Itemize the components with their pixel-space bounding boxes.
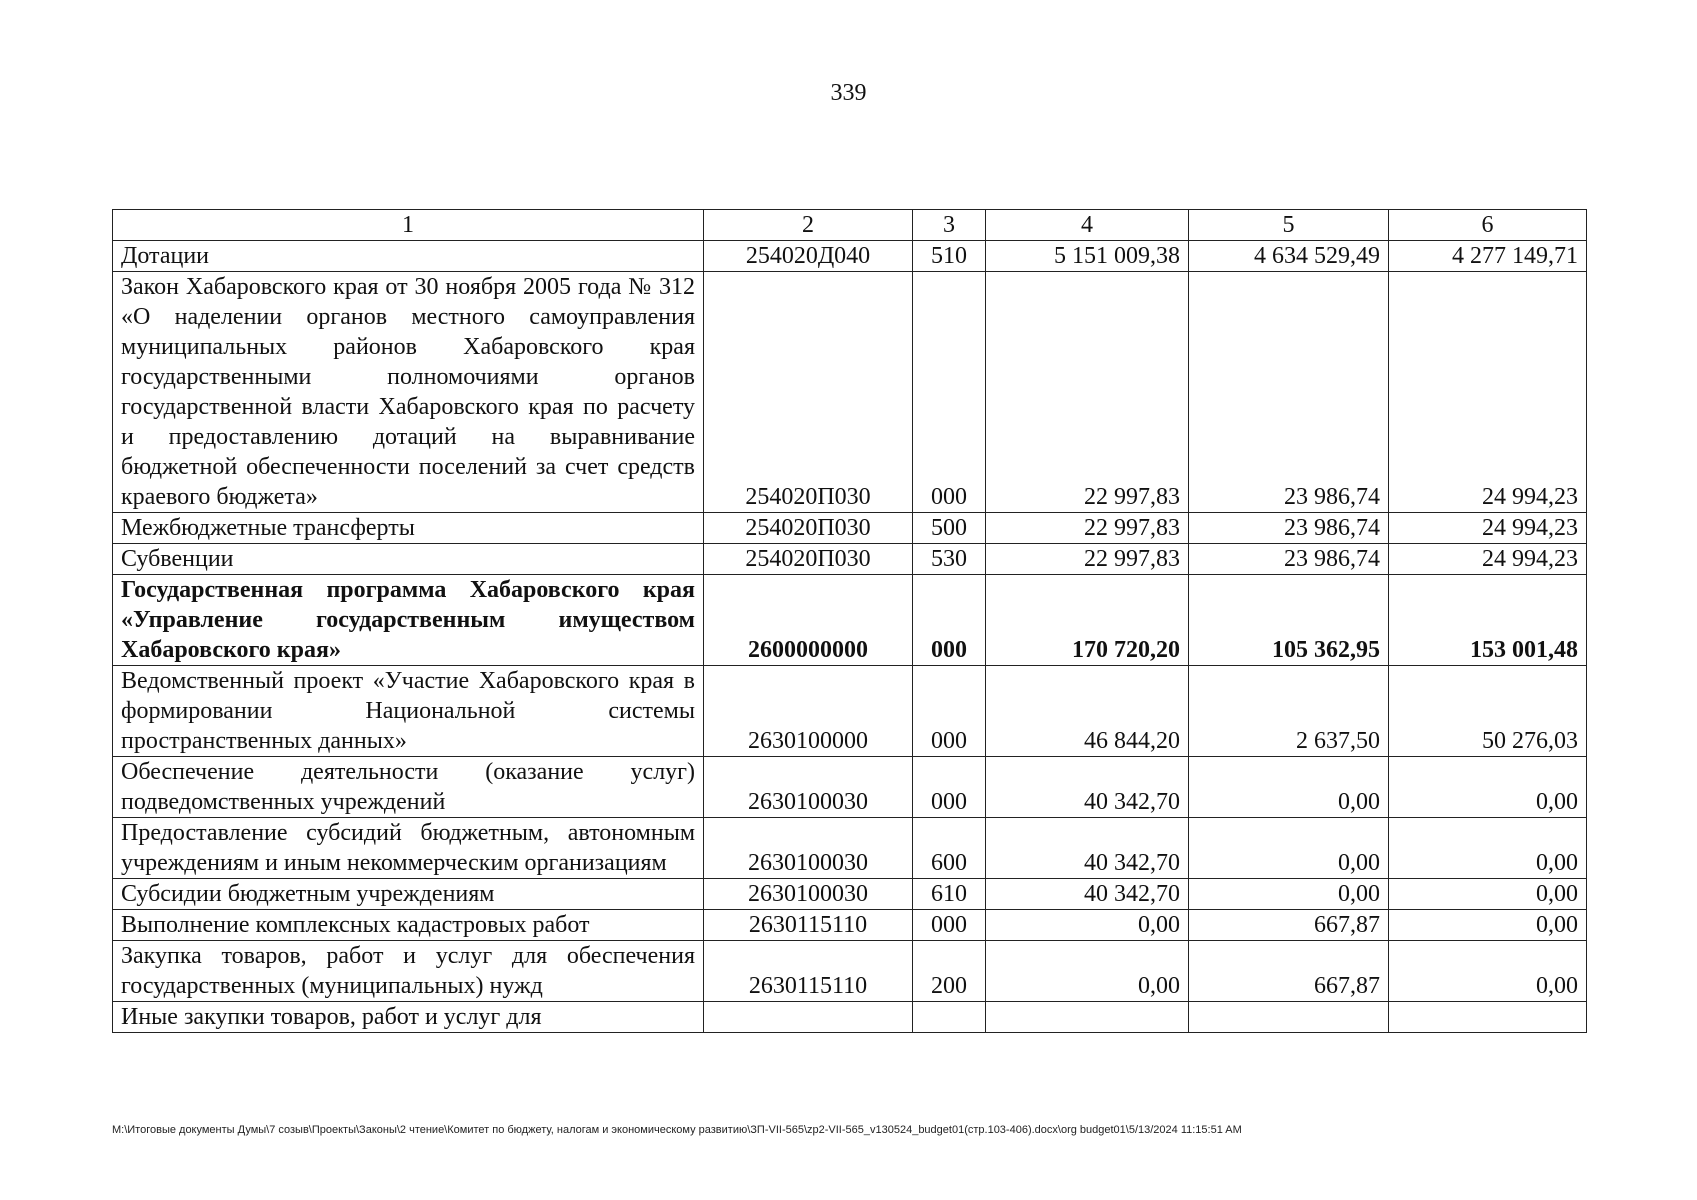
row-value-2025-cell: 23 986,74 bbox=[1189, 544, 1389, 575]
table-row bbox=[113, 879, 1587, 910]
table-row bbox=[113, 575, 1587, 666]
table-row bbox=[113, 941, 1587, 1002]
header-cell-3: 3 bbox=[913, 210, 986, 241]
table-row bbox=[113, 1002, 1587, 1033]
row-value-2025-cell: 2 637,50 bbox=[1189, 666, 1389, 757]
table-body bbox=[113, 210, 1587, 1033]
row-value-2025-cell: 667,87 bbox=[1189, 941, 1389, 1002]
row-value-2024-cell: 46 844,20 bbox=[986, 666, 1189, 757]
row-value-2026-cell: 4 277 149,71 bbox=[1389, 241, 1587, 272]
row-code-cell: 2630115110 bbox=[704, 941, 913, 1002]
header-cell-2: 2 bbox=[704, 210, 913, 241]
row-type-cell: 200 bbox=[913, 941, 986, 1002]
row-type-cell: 000 bbox=[913, 757, 986, 818]
row-value-2024-cell: 22 997,83 bbox=[986, 272, 1189, 513]
row-value-2024-cell: 0,00 bbox=[986, 910, 1189, 941]
table-row bbox=[113, 272, 1587, 513]
row-code-cell: 2630100030 bbox=[704, 879, 913, 910]
row-name-cell: Дотации bbox=[113, 241, 704, 272]
row-value-2025-cell bbox=[1189, 1002, 1389, 1033]
table-row bbox=[113, 910, 1587, 941]
row-code-cell: 2630100030 bbox=[704, 818, 913, 879]
row-code-cell: 254020П030 bbox=[704, 513, 913, 544]
row-type-cell: 600 bbox=[913, 818, 986, 879]
row-value-2025-cell: 105 362,95 bbox=[1189, 575, 1389, 666]
header-cell-5: 5 bbox=[1189, 210, 1389, 241]
table-header-row bbox=[113, 210, 1587, 241]
row-value-2026-cell: 24 994,23 bbox=[1389, 513, 1587, 544]
row-value-2024-cell: 170 720,20 bbox=[986, 575, 1189, 666]
row-value-2026-cell: 153 001,48 bbox=[1389, 575, 1587, 666]
table-row bbox=[113, 757, 1587, 818]
header-cell-4: 4 bbox=[986, 210, 1189, 241]
row-value-2026-cell: 0,00 bbox=[1389, 757, 1587, 818]
row-type-cell bbox=[913, 1002, 986, 1033]
row-code-cell: 254020П030 bbox=[704, 544, 913, 575]
row-name-cell: Обеспечение деятельности (оказание услуг) подведомственных учреждений bbox=[113, 757, 704, 818]
row-type-cell: 610 bbox=[913, 879, 986, 910]
row-value-2025-cell: 667,87 bbox=[1189, 910, 1389, 941]
row-name-cell: Иные закупки товаров, работ и услуг для bbox=[113, 1002, 704, 1033]
row-value-2026-cell: 0,00 bbox=[1389, 910, 1587, 941]
row-value-2025-cell: 23 986,74 bbox=[1189, 272, 1389, 513]
row-type-cell: 000 bbox=[913, 666, 986, 757]
row-type-cell: 000 bbox=[913, 910, 986, 941]
row-value-2026-cell: 0,00 bbox=[1389, 818, 1587, 879]
row-code-cell: 2600000000 bbox=[704, 575, 913, 666]
table-row bbox=[113, 241, 1587, 272]
row-value-2026-cell: 0,00 bbox=[1389, 941, 1587, 1002]
row-value-2024-cell: 22 997,83 bbox=[986, 544, 1189, 575]
row-type-cell: 000 bbox=[913, 272, 986, 513]
row-value-2024-cell bbox=[986, 1002, 1189, 1033]
row-value-2026-cell: 24 994,23 bbox=[1389, 272, 1587, 513]
row-name-cell: Субвенции bbox=[113, 544, 704, 575]
row-value-2024-cell: 40 342,70 bbox=[986, 879, 1189, 910]
row-code-cell bbox=[704, 1002, 913, 1033]
row-code-cell: 2630100000 bbox=[704, 666, 913, 757]
row-name-cell: Государственная программа Хабаровского края «Управление государственным имуществом Хабаровского края» bbox=[113, 575, 704, 666]
row-value-2024-cell: 0,00 bbox=[986, 941, 1189, 1002]
row-value-2024-cell: 5 151 009,38 bbox=[986, 241, 1189, 272]
document-file-path: M:\Итоговые документы Думы\7 созыв\Проекты\Законы\2 чтение\Комитет по бюджету, налогам и экономическому развитию\ЗП-VII-565\zp2-VII-565_v130524_budget01(стр.103-406).docx\org budget01\5/13/2024 11:15:51 AM bbox=[112, 1124, 1242, 1136]
row-type-cell: 530 bbox=[913, 544, 986, 575]
header-cell-6: 6 bbox=[1389, 210, 1587, 241]
row-name-cell: Предоставление субсидий бюджетным, автономным учреждениям и иным некоммерческим организациям bbox=[113, 818, 704, 879]
row-code-cell: 254020Д040 bbox=[704, 241, 913, 272]
row-value-2025-cell: 0,00 bbox=[1189, 818, 1389, 879]
row-value-2025-cell: 0,00 bbox=[1189, 879, 1389, 910]
row-code-cell: 2630100030 bbox=[704, 757, 913, 818]
row-value-2026-cell bbox=[1389, 1002, 1587, 1033]
table-row bbox=[113, 544, 1587, 575]
row-type-cell: 000 bbox=[913, 575, 986, 666]
table-row bbox=[113, 818, 1587, 879]
row-name-cell: Выполнение комплексных кадастровых работ bbox=[113, 910, 704, 941]
page-number: 339 bbox=[830, 80, 867, 106]
row-value-2026-cell: 24 994,23 bbox=[1389, 544, 1587, 575]
row-value-2025-cell: 4 634 529,49 bbox=[1189, 241, 1389, 272]
row-name-cell: Субсидии бюджетным учреждениям bbox=[113, 879, 704, 910]
row-name-cell: Закупка товаров, работ и услуг для обеспечения государственных (муниципальных) нужд bbox=[113, 941, 704, 1002]
row-type-cell: 510 bbox=[913, 241, 986, 272]
row-code-cell: 254020П030 bbox=[704, 272, 913, 513]
row-value-2026-cell: 50 276,03 bbox=[1389, 666, 1587, 757]
header-cell-1: 1 bbox=[113, 210, 704, 241]
table-row bbox=[113, 513, 1587, 544]
row-value-2024-cell: 40 342,70 bbox=[986, 818, 1189, 879]
row-name-cell: Межбюджетные трансферты bbox=[113, 513, 704, 544]
row-name-cell: Закон Хабаровского края от 30 ноября 2005 года № 312 «О наделении органов местного самоуправления муниципальных районов Хабаровского края государственными полномочиями органов государственной власти Хабаровского края по расчету и предоставлению дотаций на выравнивание бюджетной обеспеченности поселений за счет средств краевого бюджета» bbox=[113, 272, 704, 513]
row-name-cell: Ведомственный проект «Участие Хабаровского края в формировании Национальной системы пространственных данных» bbox=[113, 666, 704, 757]
table-row bbox=[113, 666, 1587, 757]
budget-table bbox=[112, 209, 1587, 1033]
row-value-2026-cell: 0,00 bbox=[1389, 879, 1587, 910]
row-value-2025-cell: 0,00 bbox=[1189, 757, 1389, 818]
row-value-2025-cell: 23 986,74 bbox=[1189, 513, 1389, 544]
row-type-cell: 500 bbox=[913, 513, 986, 544]
row-value-2024-cell: 22 997,83 bbox=[986, 513, 1189, 544]
row-value-2024-cell: 40 342,70 bbox=[986, 757, 1189, 818]
row-code-cell: 2630115110 bbox=[704, 910, 913, 941]
